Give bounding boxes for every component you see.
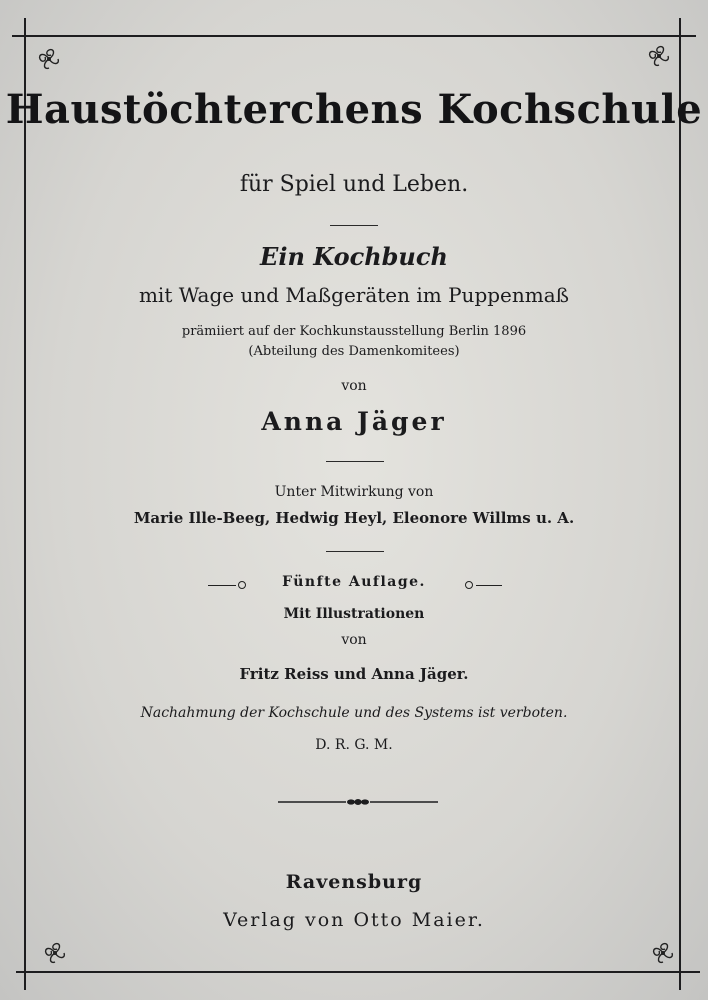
registration-mark: D. R. G. M. (315, 737, 393, 753)
illustrations-line: Mit Illustrationen (283, 606, 425, 622)
edition-ring-right (465, 581, 473, 589)
border-top-rule (12, 35, 696, 37)
publication-city: Ravensburg (285, 871, 423, 893)
illustrators-line: Fritz Reiss und Anna Jäger. (239, 665, 469, 683)
by-line: von (341, 632, 367, 648)
publisher-line: Verlag von Otto Maier. (223, 909, 485, 931)
by-line: von (341, 378, 367, 394)
corner-ornament-icon (644, 41, 674, 71)
divider (330, 225, 378, 226)
collaborators-line: Marie Ille-Beeg, Hedwig Heyl, Eleonore Willms u. A. (133, 509, 575, 527)
book-type: Ein Kochbuch (260, 242, 448, 271)
ornamental-divider-icon (278, 795, 438, 809)
corner-ornament-icon (648, 938, 678, 968)
edition-line: Fünfte Auflage. (282, 574, 426, 590)
edition-dash-right (476, 585, 502, 586)
book-title: Haustöchterchens Kochschule (5, 86, 703, 133)
collaboration-intro: Unter Mitwirkung von (274, 484, 434, 500)
department-line: (Abteilung des Damenkomitees) (248, 344, 460, 359)
divider (326, 461, 384, 462)
corner-ornament-icon (40, 938, 70, 968)
copy-notice: Nachahmung der Kochschule und des Systems ist verboten. (140, 705, 568, 721)
divider (326, 551, 384, 552)
author-name: Anna Jäger (261, 407, 447, 436)
corner-ornament-icon (34, 44, 64, 74)
border-right-rule (679, 18, 681, 990)
book-subtitle: für Spiel und Leben. (239, 172, 469, 197)
border-bottom-rule (16, 971, 700, 973)
award-line: prämiiert auf der Kochkunstausstellung Berlin 1896 (181, 324, 527, 339)
border-left-rule (24, 18, 26, 990)
book-description: mit Wage und Maßgeräten im Puppenmaß (138, 283, 570, 307)
edition-row (0, 574, 708, 596)
